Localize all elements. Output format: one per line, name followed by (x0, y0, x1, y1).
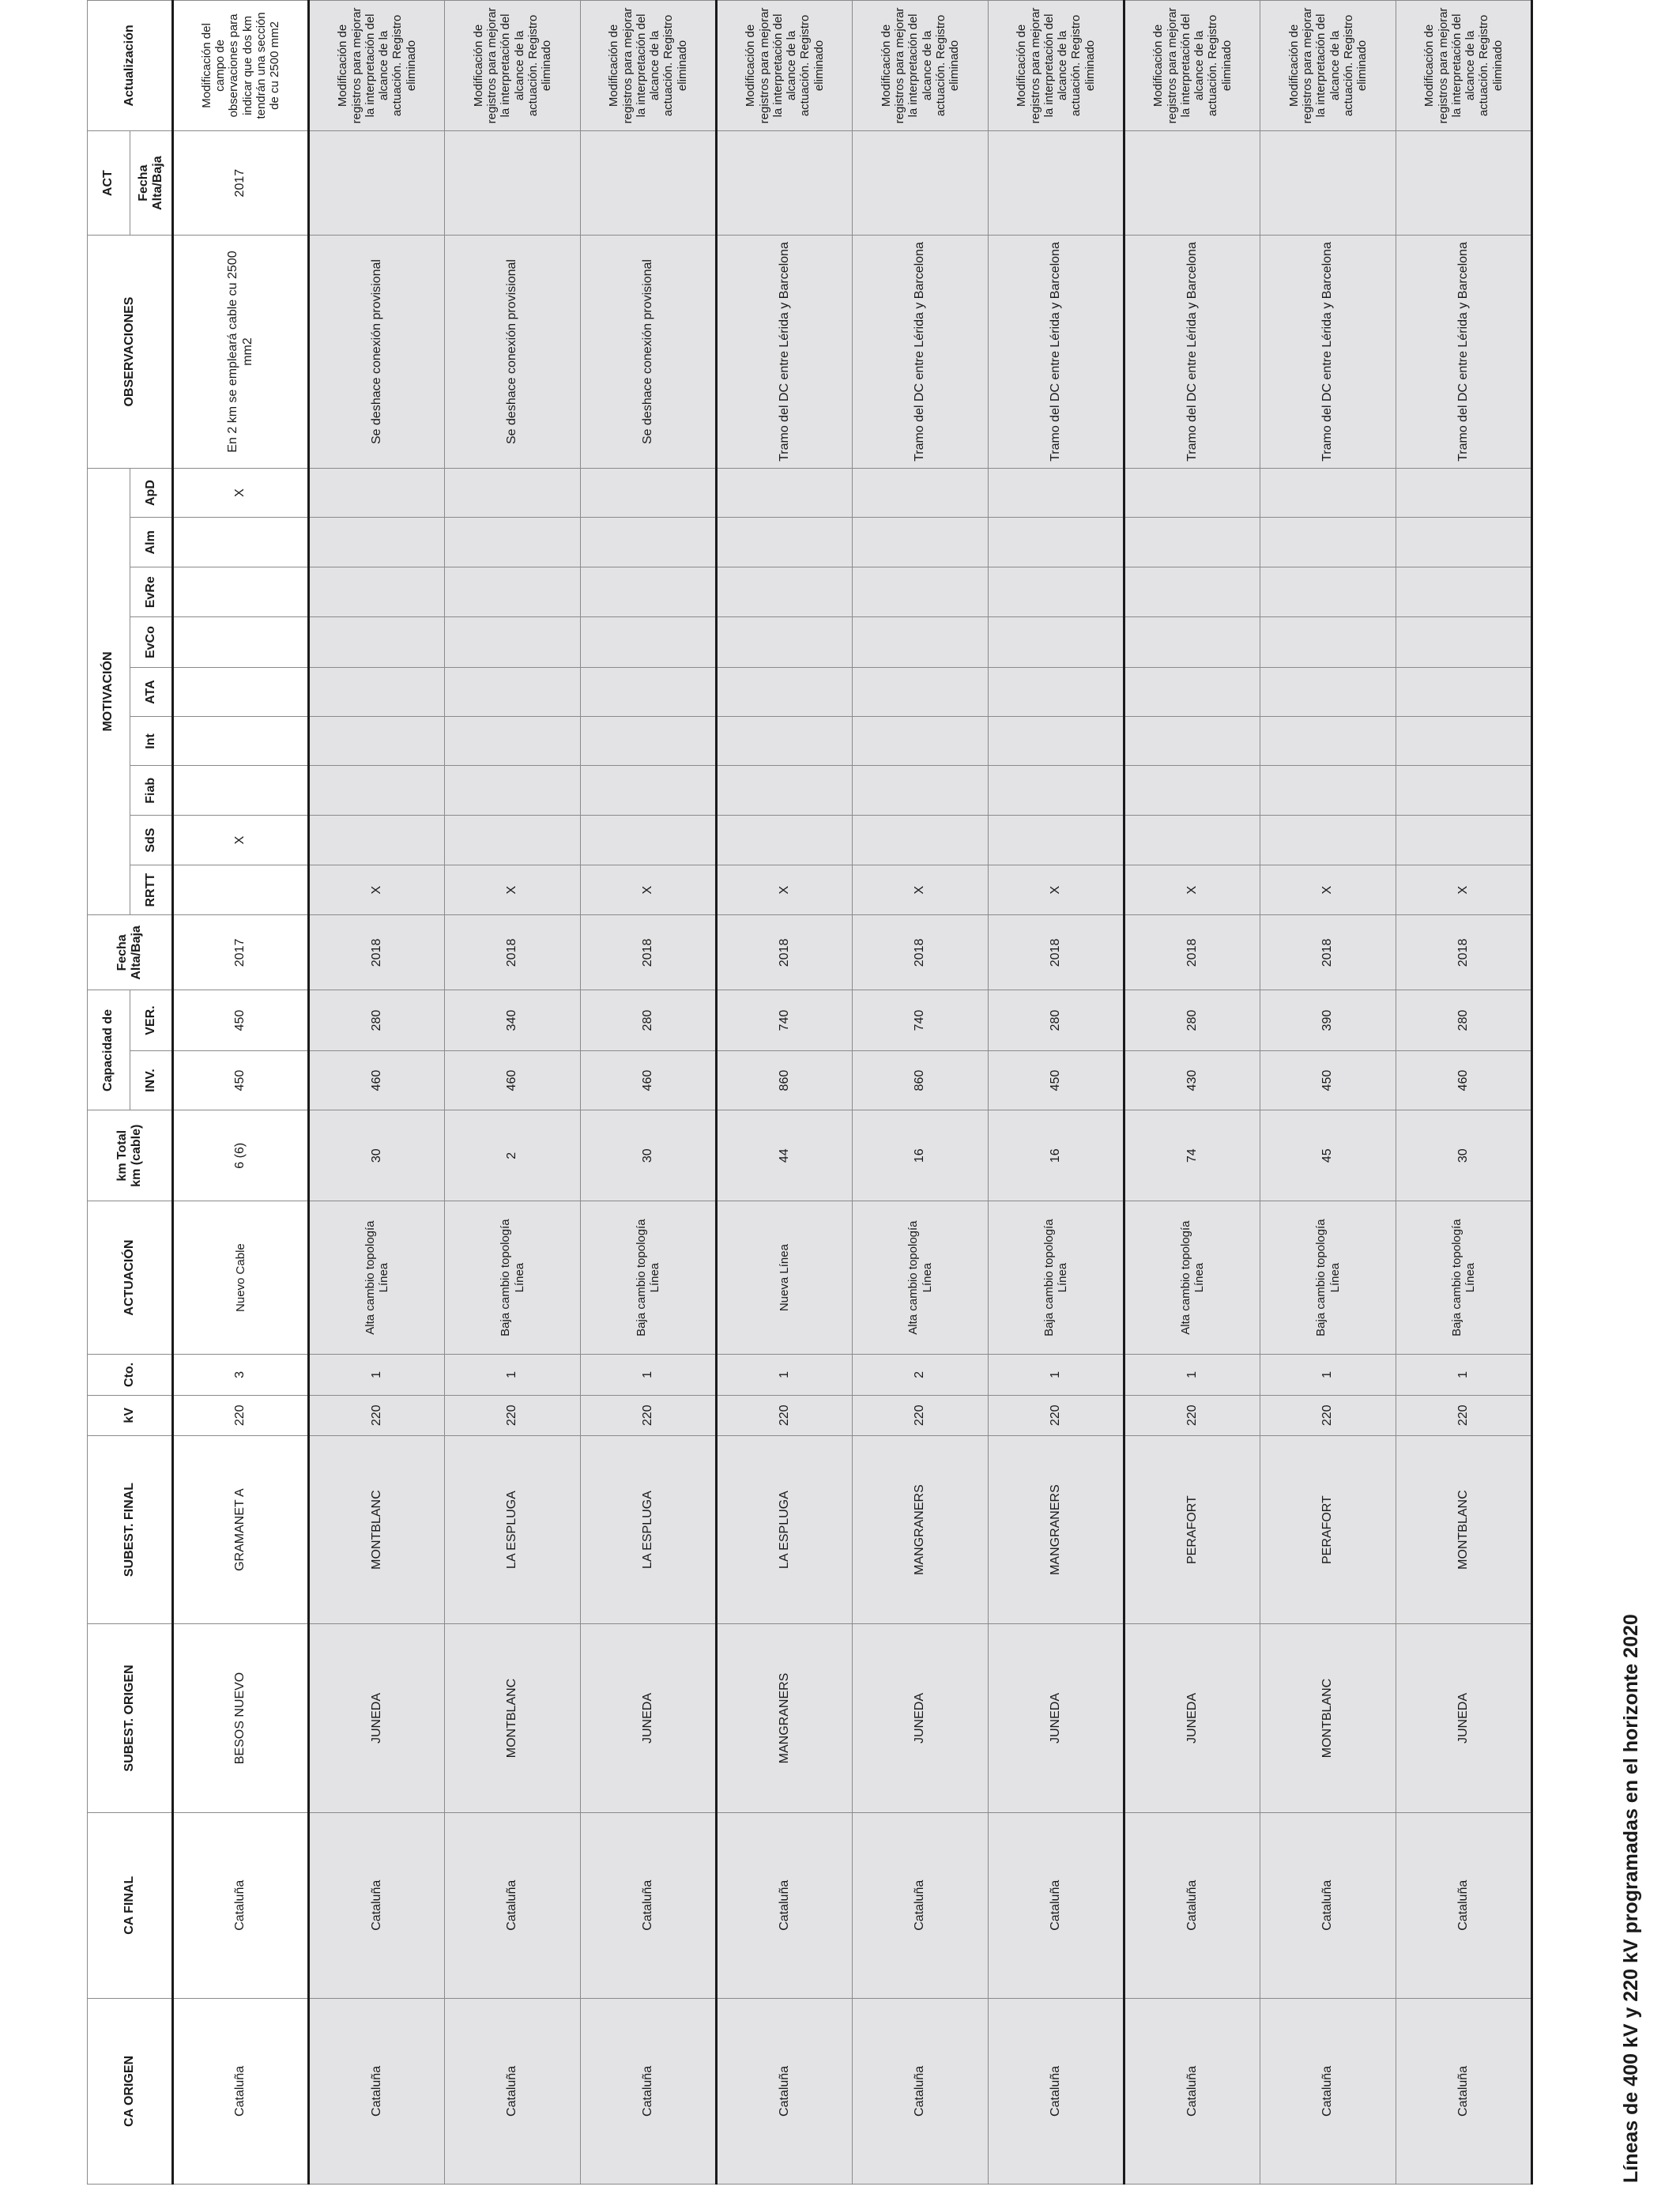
table-row (717, 1, 853, 2185)
cell-subest-final: PERAFORT (1260, 1435, 1396, 1623)
cell-observaciones: Se deshace conexión provisional (445, 236, 581, 468)
cell-ca-origen: Cataluña (173, 1998, 309, 2184)
cell-ca-final: Cataluña (1124, 1812, 1260, 1998)
cell-alm (173, 518, 309, 567)
cell-inv: 430 (1124, 1050, 1260, 1110)
header-capacidad: Capacidad de (88, 990, 130, 1110)
cell-ata (1396, 667, 1532, 717)
cell-rrtt: X (309, 865, 445, 914)
cell-fiab (717, 766, 853, 816)
cell-inv: 460 (1396, 1050, 1532, 1110)
table-body (173, 1, 1532, 2185)
cell-rrtt: X (717, 865, 853, 914)
cell-subest-origen: JUNEDA (1396, 1624, 1532, 1812)
cell-apd (1124, 468, 1260, 518)
cell-apd (717, 468, 853, 518)
cell-actualizacion: Modificación de registros para mejorar la interpretación del alcance de la actuación. Registro eliminado (717, 1, 853, 131)
cell-sds (309, 816, 445, 865)
header-act: ACT (88, 130, 130, 236)
cell-subest-final: MANGRANERS (989, 1435, 1124, 1623)
cell-ca-final: Cataluña (309, 1812, 445, 1998)
cell-inv: 450 (173, 1050, 309, 1110)
cell-alm (1396, 518, 1532, 567)
cell-ver: 740 (717, 990, 853, 1050)
header-ver: VER. (130, 990, 173, 1050)
cell-subest-final: MONTBLANC (1396, 1435, 1532, 1623)
cell-ca-origen: Cataluña (581, 1998, 717, 2184)
cell-evco (309, 617, 445, 667)
cell-actualizacion: Modificación de registros para mejorar la interpretación del alcance de la actuación. Registro eliminado (581, 1, 717, 131)
cell-ca-origen: Cataluña (309, 1998, 445, 2184)
cell-subest-final: LA ESPLUGA (581, 1435, 717, 1623)
cell-actuacion: Baja cambio topología Línea (445, 1201, 581, 1355)
cell-km-total: 30 (581, 1110, 717, 1201)
header-cto: Cto. (88, 1355, 173, 1395)
cell-cto: 1 (581, 1355, 717, 1395)
header-rrtt: RRTT (130, 865, 173, 914)
cell-rrtt: X (1124, 865, 1260, 914)
cell-act-fecha (1260, 130, 1396, 236)
header-ca-final: CA FINAL (88, 1812, 173, 1998)
header-actuacion: ACTUACIÓN (88, 1201, 173, 1355)
cell-ata (989, 667, 1124, 717)
cell-apd (309, 468, 445, 518)
cell-apd (581, 468, 717, 518)
cell-actuacion: Baja cambio topología Línea (1396, 1201, 1532, 1355)
cell-alm (445, 518, 581, 567)
table-row (309, 1, 445, 2185)
cell-alm (309, 518, 445, 567)
header-sds: SdS (130, 816, 173, 865)
cell-km-total: 74 (1124, 1110, 1260, 1201)
cell-apd (853, 468, 989, 518)
cell-ca-origen: Cataluña (1396, 1998, 1532, 2184)
cell-ata (309, 667, 445, 717)
cell-evre (1396, 567, 1532, 617)
header-km-total (88, 1110, 173, 1201)
cell-int (1260, 717, 1396, 766)
cell-rrtt: X (445, 865, 581, 914)
cell-cto: 2 (853, 1355, 989, 1395)
cell-fiab (173, 766, 309, 816)
cell-fiab (1260, 766, 1396, 816)
cell-fiab (853, 766, 989, 816)
cell-alm (1260, 518, 1396, 567)
cell-rrtt: X (853, 865, 989, 914)
cell-evre (1260, 567, 1396, 617)
cell-subest-origen: MANGRANERS (717, 1624, 853, 1812)
cell-km-total: 16 (853, 1110, 989, 1201)
cell-actuacion: Baja cambio topología Línea (989, 1201, 1124, 1355)
cell-kv: 220 (309, 1395, 445, 1435)
cell-fecha: 2018 (1124, 915, 1260, 990)
cell-ca-origen: Cataluña (1124, 1998, 1260, 2184)
cell-cto: 1 (309, 1355, 445, 1395)
cell-actualizacion: Modificación de registros para mejorar la interpretación del alcance de la actuación. Registro eliminado (1396, 1, 1532, 131)
cell-evre (173, 567, 309, 617)
header-ca-origen: CA ORIGEN (88, 1998, 173, 2184)
cell-subest-final: MONTBLANC (309, 1435, 445, 1623)
header-evre: EvRe (130, 567, 173, 617)
cell-kv: 220 (717, 1395, 853, 1435)
cell-sds (853, 816, 989, 865)
cell-alm (581, 518, 717, 567)
cell-ver: 280 (1124, 990, 1260, 1050)
cell-evre (853, 567, 989, 617)
cell-rrtt: X (1260, 865, 1396, 914)
cell-act-fecha (309, 130, 445, 236)
cell-subest-origen: JUNEDA (581, 1624, 717, 1812)
cell-fiab (445, 766, 581, 816)
cell-act-fecha (1124, 130, 1260, 236)
header-fecha (88, 915, 173, 990)
cell-int (1396, 717, 1532, 766)
cell-evco (1260, 617, 1396, 667)
cell-sds (989, 816, 1124, 865)
cell-int (853, 717, 989, 766)
cell-act-fecha (1396, 130, 1532, 236)
cell-ata (445, 667, 581, 717)
header-alm: Alm (130, 518, 173, 567)
table-row (1260, 1, 1396, 2185)
cell-subest-final: GRAMANET A (173, 1435, 309, 1623)
cell-evco (581, 617, 717, 667)
cell-ver: 280 (1396, 990, 1532, 1050)
cell-fiab (989, 766, 1124, 816)
cell-kv: 220 (445, 1395, 581, 1435)
header-observaciones: OBSERVACIONES (88, 236, 173, 468)
cell-observaciones: Se deshace conexión provisional (581, 236, 717, 468)
cell-subest-final: PERAFORT (1124, 1435, 1260, 1623)
cell-evre (989, 567, 1124, 617)
cell-ver: 280 (309, 990, 445, 1050)
cell-ata (173, 667, 309, 717)
cell-cto: 1 (717, 1355, 853, 1395)
table-row (445, 1, 581, 2185)
cell-subest-origen: MONTBLANC (1260, 1624, 1396, 1812)
cell-ver: 340 (445, 990, 581, 1050)
cell-evco (1396, 617, 1532, 667)
cell-apd (989, 468, 1124, 518)
cell-ata (1260, 667, 1396, 717)
cell-fecha: 2018 (989, 915, 1124, 990)
cell-act-fecha (853, 130, 989, 236)
cell-observaciones: Tramo del DC entre Lérida y Barcelona (1260, 236, 1396, 468)
cell-subest-final: LA ESPLUGA (445, 1435, 581, 1623)
cell-fecha: 2018 (1260, 915, 1396, 990)
cell-ata (853, 667, 989, 717)
cell-sds: X (173, 816, 309, 865)
header-fecha-line1: Fecha (115, 934, 129, 971)
header-km-total-line1: km Total (115, 1129, 129, 1182)
cell-ca-final: Cataluña (853, 1812, 989, 1998)
cell-alm (717, 518, 853, 567)
cell-actuacion: Nuevo Cable (173, 1201, 309, 1355)
cell-int (445, 717, 581, 766)
cell-evco (173, 617, 309, 667)
header-actualizacion: Actualización (88, 1, 173, 131)
cell-cto: 1 (1124, 1355, 1260, 1395)
cell-actuacion: Nueva Línea (717, 1201, 853, 1355)
cell-inv: 460 (581, 1050, 717, 1110)
cell-fiab (1396, 766, 1532, 816)
cell-km-total: 16 (989, 1110, 1124, 1201)
cell-sds (581, 816, 717, 865)
cell-rrtt: X (989, 865, 1124, 914)
header-km-total-line2: km (cable) (130, 1124, 143, 1187)
cell-ver: 390 (1260, 990, 1396, 1050)
cell-inv: 460 (445, 1050, 581, 1110)
cell-fecha: 2018 (309, 915, 445, 990)
cell-subest-origen: JUNEDA (309, 1624, 445, 1812)
table-header (88, 1, 173, 2185)
cell-int (717, 717, 853, 766)
cell-inv: 450 (989, 1050, 1124, 1110)
cell-kv: 220 (1396, 1395, 1532, 1435)
cell-ca-origen: Cataluña (1260, 1998, 1396, 2184)
cell-kv: 220 (1260, 1395, 1396, 1435)
cell-int (173, 717, 309, 766)
cell-inv: 450 (1260, 1050, 1396, 1110)
cell-observaciones: Se deshace conexión provisional (309, 236, 445, 468)
cell-actuacion: Baja cambio topología Línea (1260, 1201, 1396, 1355)
cell-ca-origen: Cataluña (853, 1998, 989, 2184)
cell-km-total: 45 (1260, 1110, 1396, 1201)
cell-evre (309, 567, 445, 617)
cell-observaciones: Tramo del DC entre Lérida y Barcelona (1396, 236, 1532, 468)
cell-subest-origen: MONTBLANC (445, 1624, 581, 1812)
cell-fecha: 2018 (445, 915, 581, 990)
cell-sds (1124, 816, 1260, 865)
cell-act-fecha (989, 130, 1124, 236)
header-subest-origen: SUBEST. ORIGEN (88, 1624, 173, 1812)
cell-fecha: 2018 (853, 915, 989, 990)
cell-observaciones: Tramo del DC entre Lérida y Barcelona (989, 236, 1124, 468)
header-act-fecha-line1: Fecha (136, 164, 150, 202)
cell-act-fecha (581, 130, 717, 236)
cell-cto: 1 (1396, 1355, 1532, 1395)
table-row (173, 1, 309, 2185)
cell-alm (989, 518, 1124, 567)
cell-actualizacion: Modificación de registros para mejorar la interpretación del alcance de la actuación. Registro eliminado (853, 1, 989, 131)
cell-alm (1124, 518, 1260, 567)
table-row (581, 1, 717, 2185)
cell-ca-final: Cataluña (1396, 1812, 1532, 1998)
cell-actuacion: Baja cambio topología Línea (581, 1201, 717, 1355)
cell-evre (581, 567, 717, 617)
header-fecha-line2: Alta/Baja (130, 925, 143, 980)
cell-act-fecha (717, 130, 853, 236)
cell-subest-origen: BESOS NUEVO (173, 1624, 309, 1812)
cell-alm (853, 518, 989, 567)
cell-fiab (309, 766, 445, 816)
cell-observaciones: En 2 km se empleará cable cu 2500 mm2 (173, 236, 309, 468)
cell-km-total: 30 (309, 1110, 445, 1201)
cell-ver: 280 (581, 990, 717, 1050)
cell-cto: 1 (445, 1355, 581, 1395)
cell-evre (717, 567, 853, 617)
cell-ata (717, 667, 853, 717)
cell-ca-final: Cataluña (581, 1812, 717, 1998)
cell-ca-final: Cataluña (717, 1812, 853, 1998)
cell-fecha: 2018 (1396, 915, 1532, 990)
header-act-fecha (130, 130, 173, 236)
cell-int (989, 717, 1124, 766)
header-ata: ATA (130, 667, 173, 717)
cell-evco (717, 617, 853, 667)
cell-rrtt (173, 865, 309, 914)
cell-actualizacion: Modificación de registros para mejorar la interpretación del alcance de la actuación. Registro eliminado (1124, 1, 1260, 131)
cell-sds (1260, 816, 1396, 865)
cell-actualizacion: Modificación de registros para mejorar la interpretación del alcance de la actuación. Registro eliminado (989, 1, 1124, 131)
header-evco: EvCo (130, 617, 173, 667)
cell-ca-final: Cataluña (445, 1812, 581, 1998)
cell-observaciones: Tramo del DC entre Lérida y Barcelona (853, 236, 989, 468)
cell-fiab (581, 766, 717, 816)
cell-actualizacion: Modificación de registros para mejorar la interpretación del alcance de la actuación. Registro eliminado (309, 1, 445, 131)
cell-ata (1124, 667, 1260, 717)
cell-actuacion: Alta cambio topología Línea (309, 1201, 445, 1355)
cell-sds (445, 816, 581, 865)
cell-kv: 220 (581, 1395, 717, 1435)
table-caption: Líneas de 400 kV y 220 kV programadas en el horizonte 2020 (1620, 1614, 1642, 2183)
cell-rrtt: X (1396, 865, 1532, 914)
cell-subest-origen: JUNEDA (1124, 1624, 1260, 1812)
cell-ca-final: Cataluña (989, 1812, 1124, 1998)
cell-kv: 220 (853, 1395, 989, 1435)
cell-apd (1396, 468, 1532, 518)
header-inv: INV. (130, 1050, 173, 1110)
header-kv: kV (88, 1395, 173, 1435)
header-apd: ApD (130, 468, 173, 518)
cell-actualizacion: Modificación de registros para mejorar la interpretación del alcance de la actuación. Registro eliminado (1260, 1, 1396, 131)
cell-ca-final: Cataluña (1260, 1812, 1396, 1998)
cell-evco (445, 617, 581, 667)
cell-km-total: 2 (445, 1110, 581, 1201)
cell-int (1124, 717, 1260, 766)
cell-sds (1396, 816, 1532, 865)
cell-km-total: 44 (717, 1110, 853, 1201)
cell-act-fecha: 2017 (173, 130, 309, 236)
cell-cto: 3 (173, 1355, 309, 1395)
cell-inv: 460 (309, 1050, 445, 1110)
cell-ata (581, 667, 717, 717)
cell-fecha: 2018 (581, 915, 717, 990)
header-act-fecha-line2: Alta/Baja (151, 156, 164, 210)
cell-subest-final: MANGRANERS (853, 1435, 989, 1623)
cell-inv: 860 (853, 1050, 989, 1110)
cell-int (309, 717, 445, 766)
cell-subest-origen: JUNEDA (989, 1624, 1124, 1812)
cell-observaciones: Tramo del DC entre Lérida y Barcelona (1124, 236, 1260, 468)
cell-fiab (1124, 766, 1260, 816)
cell-ca-origen: Cataluña (989, 1998, 1124, 2184)
header-subest-final: SUBEST. FINAL (88, 1435, 173, 1623)
cell-apd: X (173, 468, 309, 518)
cell-cto: 1 (989, 1355, 1124, 1395)
cell-evco (853, 617, 989, 667)
cell-evre (1124, 567, 1260, 617)
cell-evco (989, 617, 1124, 667)
cell-actuacion: Alta cambio topología Línea (853, 1201, 989, 1355)
cell-sds (717, 816, 853, 865)
cell-actuacion: Alta cambio topología Línea (1124, 1201, 1260, 1355)
cell-km-total: 30 (1396, 1110, 1532, 1201)
cell-ver: 280 (989, 990, 1124, 1050)
cell-actualizacion: Modificación del campo de observaciones para indicar que dos km tendrán una sección de cu 2500 mm2 (173, 1, 309, 131)
cell-ca-origen: Cataluña (717, 1998, 853, 2184)
header-fiab: Fiab (130, 766, 173, 816)
cell-subest-final: LA ESPLUGA (717, 1435, 853, 1623)
cell-fecha: 2018 (717, 915, 853, 990)
cell-kv: 220 (989, 1395, 1124, 1435)
cell-observaciones: Tramo del DC entre Lérida y Barcelona (717, 236, 853, 468)
cell-ca-final: Cataluña (173, 1812, 309, 1998)
cell-actualizacion: Modificación de registros para mejorar la interpretación del alcance de la actuación. Registro eliminado (445, 1, 581, 131)
cell-int (581, 717, 717, 766)
cell-rrtt: X (581, 865, 717, 914)
cell-km-total: 6 (6) (173, 1110, 309, 1201)
header-int: Int (130, 717, 173, 766)
cell-subest-origen: JUNEDA (853, 1624, 989, 1812)
cell-apd (1260, 468, 1396, 518)
cell-inv: 860 (717, 1050, 853, 1110)
lines-table (87, 0, 1533, 2185)
table-row (1396, 1, 1532, 2185)
cell-kv: 220 (173, 1395, 309, 1435)
table-row (1124, 1, 1260, 2185)
header-motivacion: MOTIVACIÓN (88, 468, 130, 915)
cell-ca-origen: Cataluña (445, 1998, 581, 2184)
cell-act-fecha (445, 130, 581, 236)
cell-ver: 740 (853, 990, 989, 1050)
table-row (989, 1, 1124, 2185)
cell-cto: 1 (1260, 1355, 1396, 1395)
cell-apd (445, 468, 581, 518)
cell-evco (1124, 617, 1260, 667)
cell-ver: 450 (173, 990, 309, 1050)
cell-evre (445, 567, 581, 617)
table-row (853, 1, 989, 2185)
cell-kv: 220 (1124, 1395, 1260, 1435)
cell-fecha: 2017 (173, 915, 309, 990)
